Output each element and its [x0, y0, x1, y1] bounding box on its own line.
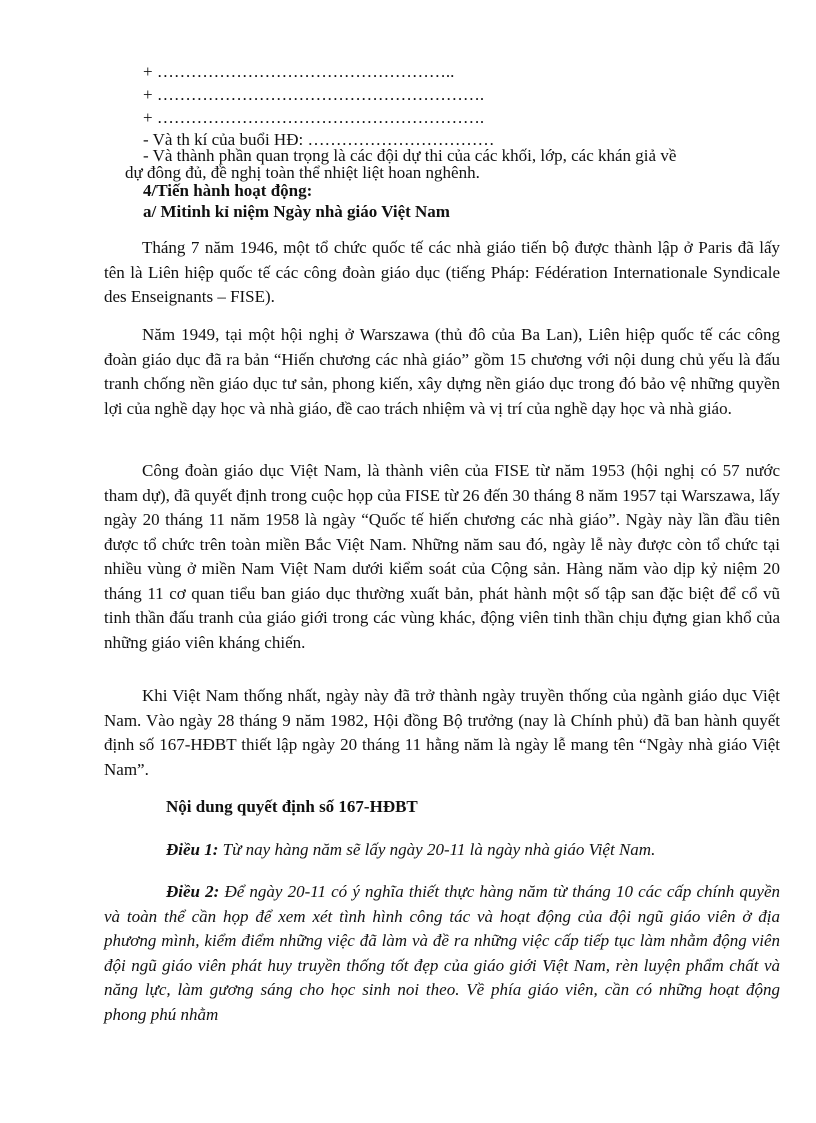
paragraph: Năm 1949, tại một hội nghị ở Warszawa (thủ đô của Ba Lan), Liên hiệp quốc tế các công đoàn giáo dục đã ra bản “Hiến chương các nhà giáo” gồm 15 chương với nội dung chủ yếu là đấu tranh chống nền giáo dục tư sản, phong kiến, xây dựng nền giáo dục trong đó bảo vệ những quyền lợi của nghề dạy học và nhà giáo, đề cao trách nhiệm và vị trí của nghề dạy học và nhà giáo.: [104, 325, 780, 418]
article-2-label: Điều 2:: [166, 882, 220, 901]
list-item: + ………………………………………………….: [143, 85, 485, 104]
list-item: - Và th kí của buổi HĐ: ……………………………: [143, 130, 495, 149]
paragraph: Tháng 7 năm 1946, một tổ chức quốc tế các nhà giáo tiến bộ được thành lập ở Paris đã lấy tên là Liên hiệp quốc tế các công đoàn giáo dục (tiếng Pháp: Fédération Internationale Syndicale des Enseignants – FISE).: [104, 238, 780, 306]
article-1-label: Điều 1:: [166, 840, 219, 859]
paragraph: Khi Việt Nam thống nhất, ngày này đã trở thành ngày truyền thống của ngành giáo dục Việt Nam. Vào ngày 28 tháng 9 năm 1982, Hội đồng Bộ trưởng (nay là Chính phủ) đã ban hành quyết định số 167-HĐBT thiết lập ngày 20 tháng 11 hằng năm là ngày lễ mang tên “Ngày nhà giáo Việt Nam”.: [104, 686, 780, 779]
article-1: [104, 838, 780, 863]
list-item: + ………………………………………………….: [143, 108, 485, 127]
list-item: + ……………………………………………..: [143, 62, 455, 81]
article-2-text: Để ngày 20-11 có ý nghĩa thiết thực hàng năm từ tháng 10 các cấp chính quyền và toàn thể cần họp để xem xét tình hình công tác và hoạt động của đội ngũ giáo viên ở địa phương mình, kiểm điểm những việc đã làm và đề ra những việc cấp tiếp tục làm nhằm động viên đội ngũ giáo viên phát huy truyền thống tốt đẹp của giáo giới Việt Nam, rèn luyện phẩm chất và năng lực, làm gương sáng cho học sinh noi theo. Về phía giáo viên, cần có những hoạt động phong phú nhằm: [104, 882, 781, 1024]
decision-title: Nội dung quyết định số 167-HĐBT: [166, 797, 418, 816]
list-item: - Và thành phần quan trọng là các đội dự thi của các khối, lớp, các khán giả về: [143, 146, 677, 165]
paragraph: Công đoàn giáo dục Việt Nam, là thành viên của FISE từ năm 1953 (hội nghị có 57 nước tham dự), đã quyết định trong cuộc họp của FISE từ 26 đến 30 tháng 8 năm 1957 tại Warszawa, lấy ngày 20 tháng 11 năm 1958 là ngày “Quốc tế hiến chương các nhà giáo”. Ngày này lần đầu tiên được tổ chức trên toàn miền Bắc Việt Nam. Những năm sau đó, ngày lễ này được còn tổ chức tại nhiều vùng ở miền Nam Việt Nam dưới kiểm soát của Cộng sản. Hàng năm vào dịp kỷ niệm 20 tháng 11 cơ quan tiểu ban giáo dục thường xuất bản, phát hành một số tập san đặc biệt để cổ vũ tinh thần đấu tranh của giáo giới trong các vùng khác, động viên tinh thần chịu đựng gian khổ của những giáo viên kháng chiến.: [104, 461, 780, 652]
list-item: dự đông đủ, đề nghị toàn thể nhiệt liệt hoan nghênh.: [125, 163, 480, 182]
section-subheading: a/ Mitinh kỉ niệm Ngày nhà giáo Việt Nam: [143, 202, 450, 221]
article-1-text: Từ nay hàng năm sẽ lấy ngày 20-11 là ngày nhà giáo Việt Nam.: [218, 840, 656, 859]
section-heading: 4/Tiến hành hoạt động:: [143, 181, 313, 200]
article-2: [104, 880, 780, 1027]
